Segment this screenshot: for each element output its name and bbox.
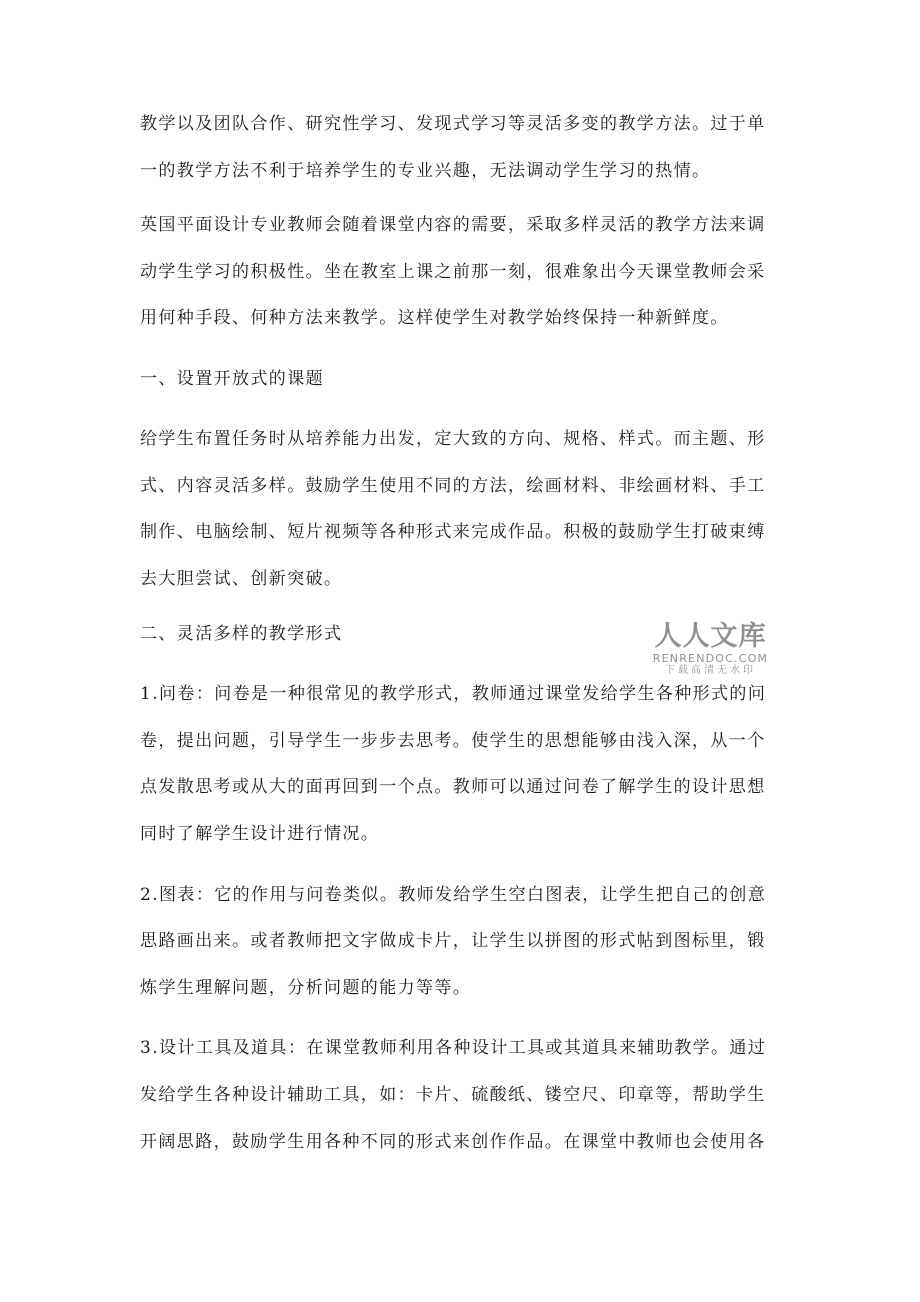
- text-line: 同时了解学生设计进行情况。: [140, 824, 380, 844]
- text-line: 一的教学方法不利于培养学生的专业兴趣，无法调动学生学习的热情。: [140, 161, 711, 181]
- text-line: 1.问卷：问卷是一种很常见的教学形式，教师通过课堂发给学生各种形式的问: [140, 684, 767, 704]
- text-line: 给学生布置任务时从培养能力出发，定大致的方向、规格、样式。而主题、形: [140, 429, 766, 449]
- text-line: 动学生学习的积极性。坐在教室上课之前那一刻，很难象出今天课堂教师会采: [140, 262, 766, 282]
- text-line: 式、内容灵活多样。鼓励学生使用不同的方法，绘画材料、非绘画材料、手工: [140, 476, 766, 496]
- text-line: 炼学生理解问题，分析问题的能力等等。: [140, 978, 472, 998]
- watermark-title: 人人文库: [654, 621, 767, 652]
- section-heading: 一、设置开放式的课题: [140, 369, 324, 389]
- text-line: 点发散思考或从大的面再回到一个点。教师可以通过问卷了解学生的设计思想: [140, 777, 766, 797]
- text-line: 2.图表：它的作用与问卷类似。教师发给学生空白图表，让学生把自己的创意: [140, 885, 767, 905]
- text-line: 用何种手段、何种方法来教学。这样使学生对教学始终保持一种新鲜度。: [140, 308, 729, 328]
- text-line: 思路画出来。或者教师把文字做成卡片，让学生以拼图的形式帖到图标里，锻: [140, 931, 766, 951]
- watermark-logo: [648, 622, 773, 677]
- text-line: 去大胆尝试、创新突破。: [140, 569, 343, 589]
- section-heading: 二、灵活多样的教学形式: [140, 624, 343, 644]
- text-line: 开阔思路，鼓励学生用各种不同的形式来创作作品。在课堂中教师也会使用各: [140, 1132, 766, 1152]
- text-line: 制作、电脑绘制、短片视频等各种形式来完成作品。积极的鼓励学生打破束缚: [140, 522, 766, 542]
- text-line: 3.设计工具及道具：在课堂教师利用各种设计工具或其道具来辅助教学。通过: [140, 1038, 767, 1058]
- text-line: 卷，提出问题，引导学生一步步去思考。使学生的思想能够由浅入深，从一个: [140, 731, 766, 751]
- watermark-url: RENRENDOC.COM: [652, 652, 769, 665]
- text-line: 英国平面设计专业教师会随着课堂内容的需要，采取多样灵活的教学方法来调: [140, 215, 766, 235]
- watermark-subtitle: 下载高清无水印: [665, 665, 756, 676]
- text-line: 教学以及团队合作、研究性学习、发现式学习等灵活多变的教学方法。过于单: [140, 114, 766, 134]
- text-line: 发给学生各种设计辅助工具，如：卡片、硫酸纸、镂空尺、印章等，帮助学生: [140, 1085, 766, 1105]
